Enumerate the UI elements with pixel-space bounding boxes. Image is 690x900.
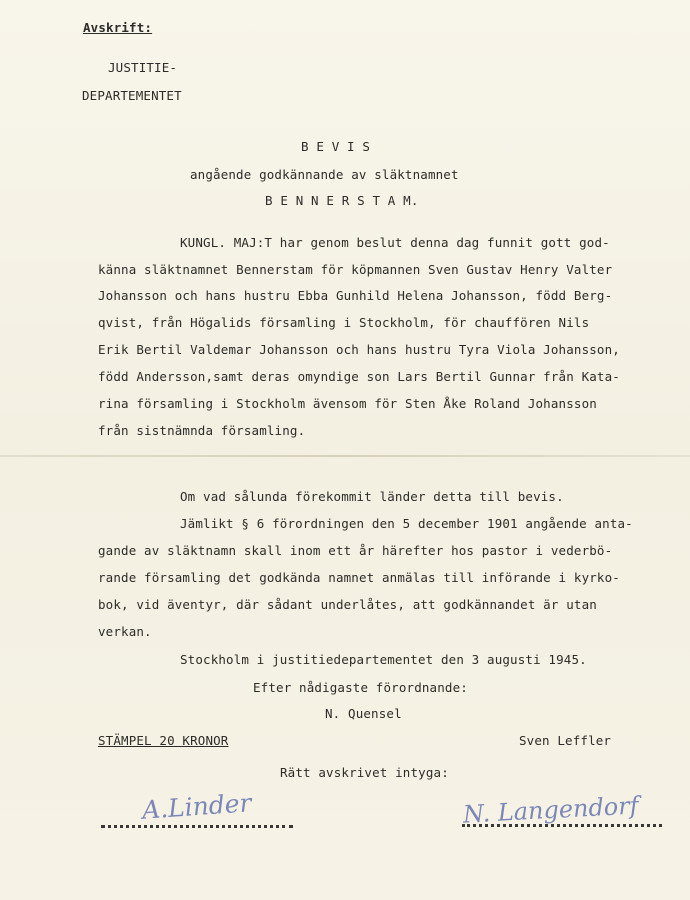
place-and-date: Stockholm i justitiedepartementet den 3 augusti 1945. [180,652,587,667]
paragraph1-line: Johansson och hans hustru Ebba Gunhild Helena Johansson, född Berg- [98,288,613,303]
copy-label: Avskrift: [83,20,153,35]
paragraph1-line: född Andersson,samt deras omyndige son Lars Bertil Gunnar från Kata- [98,369,620,384]
signer-leffler: Sven Leffler [519,733,612,748]
document-subheading: angående godkännande av släktnamnet [190,167,459,182]
stamp-fee: STÄMPEL 20 KRONOR [98,733,229,748]
paragraph2: Om vad sålunda förekommit länder detta till bevis. [180,489,564,504]
certification-line: Rätt avskrivet intyga: [280,765,449,780]
department-line-1: JUSTITIE- [108,60,178,75]
paragraph3-line: bok, vid äventyr, där sådant underlåtes, att godkännandet är utan [98,597,597,612]
order-line: Efter nådigaste förordnande: [253,680,468,695]
paragraph3-line: rande församling det godkända namnet anmälas till införande i kyrko- [98,570,620,585]
signature-line-left [101,825,293,828]
paragraph1-line: qvist, från Högalids församling i Stockholm, för chauffören Nils [98,315,590,330]
signer-quensel: N. Quensel [325,706,402,721]
paragraph3-line: gande av släktnamn skall inom ett år härefter hos pastor i vederbö- [98,543,613,558]
paragraph1-line: känna släktnamnet Bennerstam för köpmannen Sven Gustav Henry Valter [98,262,613,277]
paragraph1-line: från sistnämnda församling. [98,423,306,438]
signature-linder: A.Linder [141,788,253,825]
signature-line-right [462,824,662,827]
paragraph3-line: Jämlikt § 6 förordningen den 5 december 1901 angående anta- [180,516,633,531]
department-line-2: DEPARTEMENTET [82,88,182,103]
document-heading: B E V I S [301,139,371,154]
paper-fold-line [0,455,690,457]
surname-heading: B E N N E R S T A M. [265,193,419,208]
paragraph3-line: verkan. [98,624,152,639]
paragraph1-line: Erik Bertil Valdemar Johansson och hans hustru Tyra Viola Johansson, [98,342,620,357]
paragraph1-line: rina församling i Stockholm ävensom för Sten Åke Roland Johansson [98,396,597,411]
signature-langendorf: N. Langendorf [462,791,640,829]
paragraph1-line: KUNGL. MAJ:T har genom beslut denna dag funnit gott god- [180,235,610,250]
